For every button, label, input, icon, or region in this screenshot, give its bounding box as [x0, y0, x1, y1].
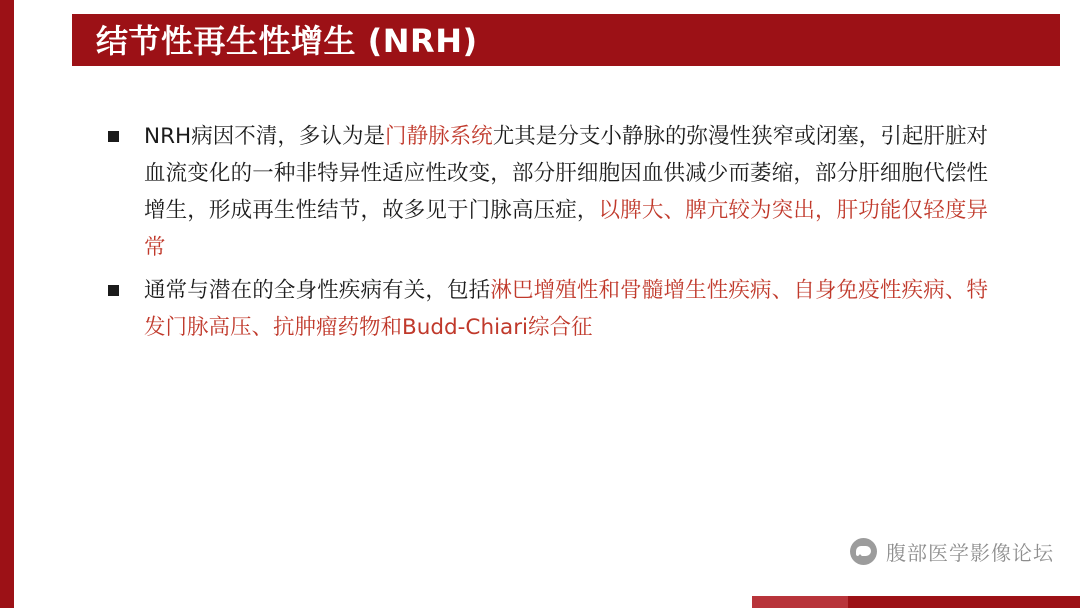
bullet-2-seg-0: 通常与潜在的全身性疾病有关，包括	[144, 278, 491, 303]
bullet-2-text	[144, 272, 988, 346]
page-title: 结节性再生性增生 (NRH)	[96, 22, 478, 60]
bullet-1-seg-0: NRH病因不清，多认为是	[144, 124, 386, 149]
bullet-square-icon	[108, 285, 119, 296]
wechat-icon	[850, 538, 877, 565]
bullet-2-seg-1: 淋巴增殖性和骨髓增生性疾病、自身免疫性疾病、特发门脉高压、抗肿瘤药物和Budd-Chiari综合征	[144, 278, 988, 340]
bullet-1-text	[144, 118, 988, 266]
slide-content	[108, 118, 988, 352]
bottom-accent-bar	[848, 596, 1080, 608]
bullet-1-seg-2: 尤其是分支小静脉的弥漫性狭窄或闭塞，引起肝脏对血流变化的一种非特异性适应性改变，部分肝细胞因血供减少而萎缩，部分肝细胞代偿性增生，形成再生性结节，故多见于门脉高压症，	[144, 124, 988, 223]
watermark-text: 腹部医学影像论坛	[886, 541, 1054, 565]
bullet-square-icon	[108, 131, 119, 142]
bottom-accent-secondary	[752, 596, 848, 608]
bullet-1-seg-3: 以脾大、脾亢较为突出，肝功能仅轻度异常	[144, 198, 988, 260]
left-accent-bar	[0, 0, 14, 608]
list-item	[108, 118, 988, 266]
watermark	[850, 537, 1054, 566]
list-item	[108, 272, 988, 346]
bullet-1-seg-1: 门静脉系统	[385, 124, 493, 149]
